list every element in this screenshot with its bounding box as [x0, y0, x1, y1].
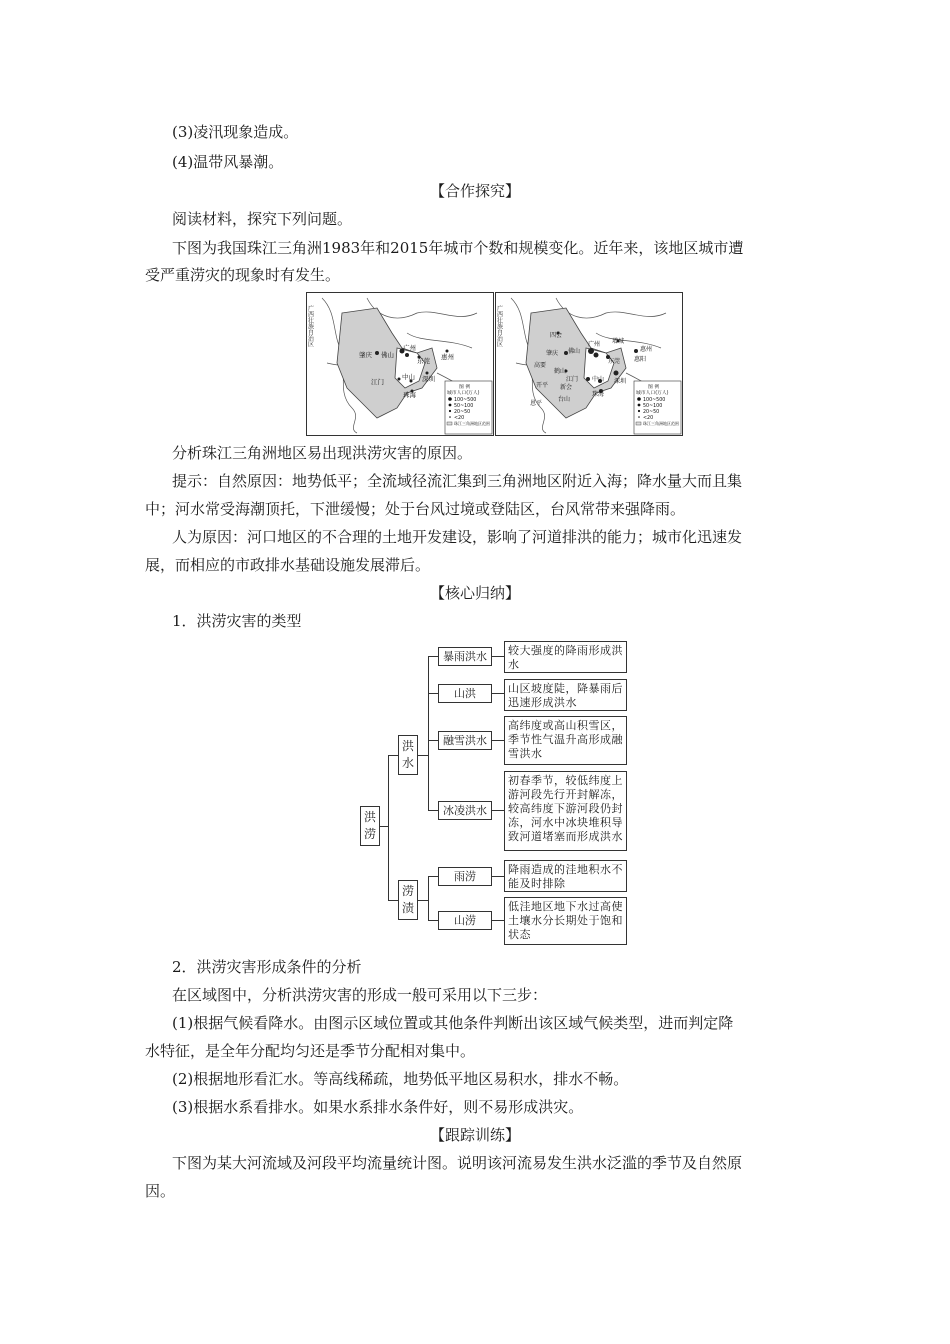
text-line: (3)根据水系看排水。如果水系排水条件好，则不易形成洪灾。 [172, 1098, 584, 1116]
text-line: 提示：自然原因：地势低平；全流域径流汇集到三角洲地区附近入海；降水量大而且集 [172, 472, 743, 490]
text-line: (2)根据地形看汇水。等高线稀疏，地势低平地区易积水，排水不畅。 [172, 1070, 629, 1088]
map2-city: 广州 [588, 341, 601, 348]
map2-city: 新会 [560, 384, 573, 391]
map1-side-label: 广西壮族自治区 [307, 305, 314, 347]
type-description: 较大强度的降雨形成洪水 [504, 641, 627, 673]
map2-city: 江门 [566, 376, 579, 383]
map2-city: 增城 [612, 338, 625, 345]
text-line: 中；河水常受海潮顶托，下泄缓慢；处于台风过境或登陆区，台风常带来强降雨。 [145, 500, 686, 518]
map2-city: 开平 [536, 382, 549, 389]
section-heading: 【跟踪训练】 [429, 1126, 520, 1144]
text-line: 阅读材料，探究下列问题。 [172, 210, 353, 228]
type-tag: 冰凌洪水 [438, 801, 492, 820]
text-line: 2．洪涝灾害形成条件的分析 [172, 958, 362, 976]
legend-item: <20 [643, 416, 654, 421]
map2-city: 高要 [534, 362, 547, 369]
map1-city: 肇庆 [359, 351, 372, 359]
map-1983 [306, 292, 494, 436]
text-line: 受严重涝灾的现象时有发生。 [145, 266, 341, 284]
legend-item: 50~100 [454, 404, 474, 409]
text-line: 因。 [145, 1182, 176, 1200]
map1-city: 江门 [371, 378, 384, 386]
map1-city: 珠海 [403, 391, 416, 399]
map1-city: 东莞 [417, 357, 430, 365]
map-2015 [495, 292, 683, 436]
map1-city: 佛山 [381, 351, 394, 359]
legend-title: 图 例 [648, 385, 660, 390]
text-line: (1)根据气候看降水。由图示区域位置或其他条件判断出该区域气候类型，进而判定降 [172, 1014, 734, 1032]
legend-item: 珠江三角洲地区范围 [454, 421, 490, 426]
type-tag: 暴雨洪水 [438, 647, 492, 666]
text-line: 在区域图中，分析洪涝灾害的形成一般可采用以下三步： [172, 986, 548, 1004]
legend-item: 50~100 [643, 404, 663, 409]
legend-item: 100~500 [454, 398, 477, 403]
legend-item: 珠江三角洲地区范围 [643, 421, 679, 426]
map2-city: 惠州 [640, 346, 653, 353]
map2-city: 四会 [550, 332, 563, 339]
map2-city: 佛山 [568, 348, 581, 355]
map2-city: 恩平 [530, 400, 543, 407]
type-description: 低洼地区地下水过高使土壤水分长期处于饱和状态 [504, 897, 627, 945]
type-description: 山区坡度陡，降暴雨后迅速形成洪水 [504, 679, 627, 711]
type-description: 降雨造成的洼地积水不能及时排除 [504, 860, 627, 892]
text-line: 下图为某大河流域及河段平均流量统计图。说明该河流易发生洪水泛滥的季节及自然原 [172, 1154, 743, 1172]
text-line: 下图为我国珠江三角洲1983年和2015年城市个数和规模变化。近年来，该地区城市遭 [172, 239, 744, 257]
text-line: (3)凌汛现象造成。 [172, 123, 299, 141]
diagram-flood: 洪水 [398, 735, 418, 775]
map2-city: 鹤山 [554, 368, 567, 375]
type-tag: 雨涝 [438, 867, 492, 886]
map2-city: 珠海 [592, 391, 605, 398]
type-tag: 山涝 [438, 911, 492, 930]
text-line: 展，而相应的市政排水基础设施发展滞后。 [145, 556, 431, 574]
legend-unit: 城市人口(万人) [636, 391, 669, 396]
type-description: 高纬度或高山积雪区，季节性气温升高形成融雪洪水 [504, 716, 627, 765]
legend-item: 100~500 [643, 398, 666, 403]
map2-city: 中山 [592, 376, 605, 383]
text-line: 人为原因：河口地区的不合理的土地开发建设，影响了河道排洪的能力；城市化迅速发 [172, 528, 743, 546]
legend-unit: 城市人口(万人) [447, 391, 480, 396]
map2-city: 惠阳 [634, 356, 647, 363]
text-line: 1．洪涝灾害的类型 [172, 612, 302, 630]
legend-item: <20 [454, 416, 465, 421]
text-line: 分析珠江三角洲地区易出现洪涝灾害的原因。 [172, 444, 473, 462]
type-tag: 山洪 [438, 684, 492, 703]
type-tag: 融雪洪水 [438, 731, 492, 750]
section-heading: 【核心归纳】 [429, 584, 520, 602]
map1-city: 惠州 [441, 353, 454, 361]
map2-city: 深圳 [614, 378, 627, 385]
diagram-root: 洪涝 [360, 806, 380, 846]
text-line: 水特征，是全年分配均匀还是季节分配相对集中。 [145, 1042, 476, 1060]
map2-city: 肇庆 [546, 350, 559, 357]
map1-city: 深圳 [422, 375, 435, 383]
map2-city: 台山 [558, 396, 571, 403]
legend-item: 20~50 [454, 410, 471, 415]
map1-city: 中山 [402, 373, 415, 381]
map2-side-label: 广西壮族自治区 [496, 305, 503, 347]
type-description: 初春季节，较低纬度上游河段先行开封解冻，较高纬度下游河段仍封冻，河水中冰块堆积导致河道堵塞而形成洪水 [504, 771, 627, 851]
map1-city: 广州 [403, 344, 416, 352]
map2-city: 东莞 [608, 358, 621, 365]
legend-item: 20~50 [643, 410, 660, 415]
legend-title: 图 例 [459, 385, 471, 390]
diagram-waterlog: 涝渍 [398, 880, 418, 920]
text-line: (4)温带风暴潮。 [172, 153, 284, 171]
section-heading: 【合作探究】 [429, 182, 520, 200]
